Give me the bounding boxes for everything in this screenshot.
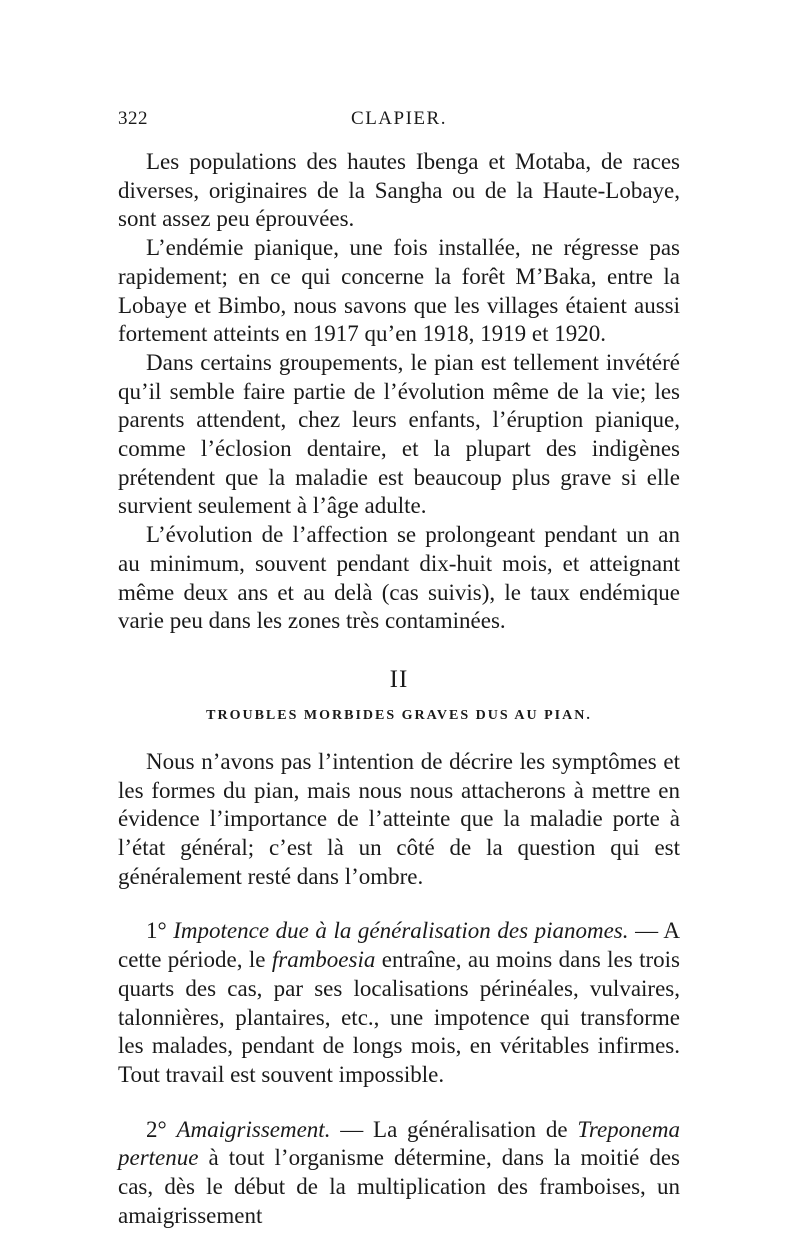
paragraph-populations: Les populations des hautes Ibenga et Motaba, de races diverses, originaires de la Sangha ou de la Haute-Lobaye, sont assez peu éprouvées. (118, 149, 680, 232)
paragraph-amaigrissement (118, 1116, 680, 1231)
paragraph-evolution: L’évolution de l’affection se prolongeant pendant un an au minimum, souvent pendant dix-huit mois, et atteignant même deux ans et au delà (cas suivis), le taux endémique varie peu dans les zones très contaminées. (118, 522, 680, 634)
section-number: II (389, 665, 409, 693)
running-title: CLAPIER. (351, 108, 447, 129)
item-term: Treponema pertenue (118, 1116, 680, 1171)
book-page (118, 108, 680, 1231)
section-title: TROUBLES MORBIDES GRAVES DUS AU PIAN. (206, 707, 592, 723)
item-number: 1° (146, 918, 174, 944)
item-text: — La généralisation de (330, 1116, 578, 1142)
item-text: — A cette période, le (118, 918, 680, 973)
item-heading: Impotence due à la généralisation des pianomes. (173, 918, 629, 944)
item-term: framboesia (271, 947, 376, 973)
paragraph-impotence (118, 917, 680, 1089)
paragraph-endemie: L’endémie pianique, une fois installée, ne régresse pas rapidement; en ce qui concerne la forêt M’Baka, entre la Lobaye et Bimbo, nous savons que les villages étaient aussi fortement atteints en 1917 qu’en 1918, 1919 et 1920. (118, 235, 680, 347)
paragraph-intro: Nous n’avons pas l’intention de décrire les symptômes et les formes du pian, mais nous nous attacherons à mettre en évidence l’importance de l’atteinte que la maladie porte à l’état général; c’est là un côté de la question qui est généralement resté dans l’ombre. (118, 748, 680, 889)
item-heading: Amaigrissement. (176, 1116, 331, 1142)
page-header (118, 108, 680, 134)
item-text: entraîne, au moins dans les trois quarts des cas, par ses localisations périnéales, vulvaires, talonnières, plantaires, etc., une impotence qui transforme les malades, pendant de longs mois, en véritables infirmes. Tout travail est souvent impossible. (118, 947, 680, 1087)
paragraph-groupements: Dans certains groupements, le pian est tellement invétéré qu’il semble faire partie de l’évolution même de la vie; les parents attendent, chez leurs enfants, l’éruption pianique, comme l’éclosion dentaire, et la plupart des indigènes prétendent que la maladie est beaucoup plus grave si elle survient seulement à l’âge adulte. (118, 349, 680, 519)
item-text: à tout l’organisme détermine, dans la moitié des cas, dès le début de la multiplication des framboises, un amaigrissement (118, 1145, 680, 1228)
page-number: 322 (118, 108, 148, 129)
item-number: 2° (146, 1116, 177, 1142)
